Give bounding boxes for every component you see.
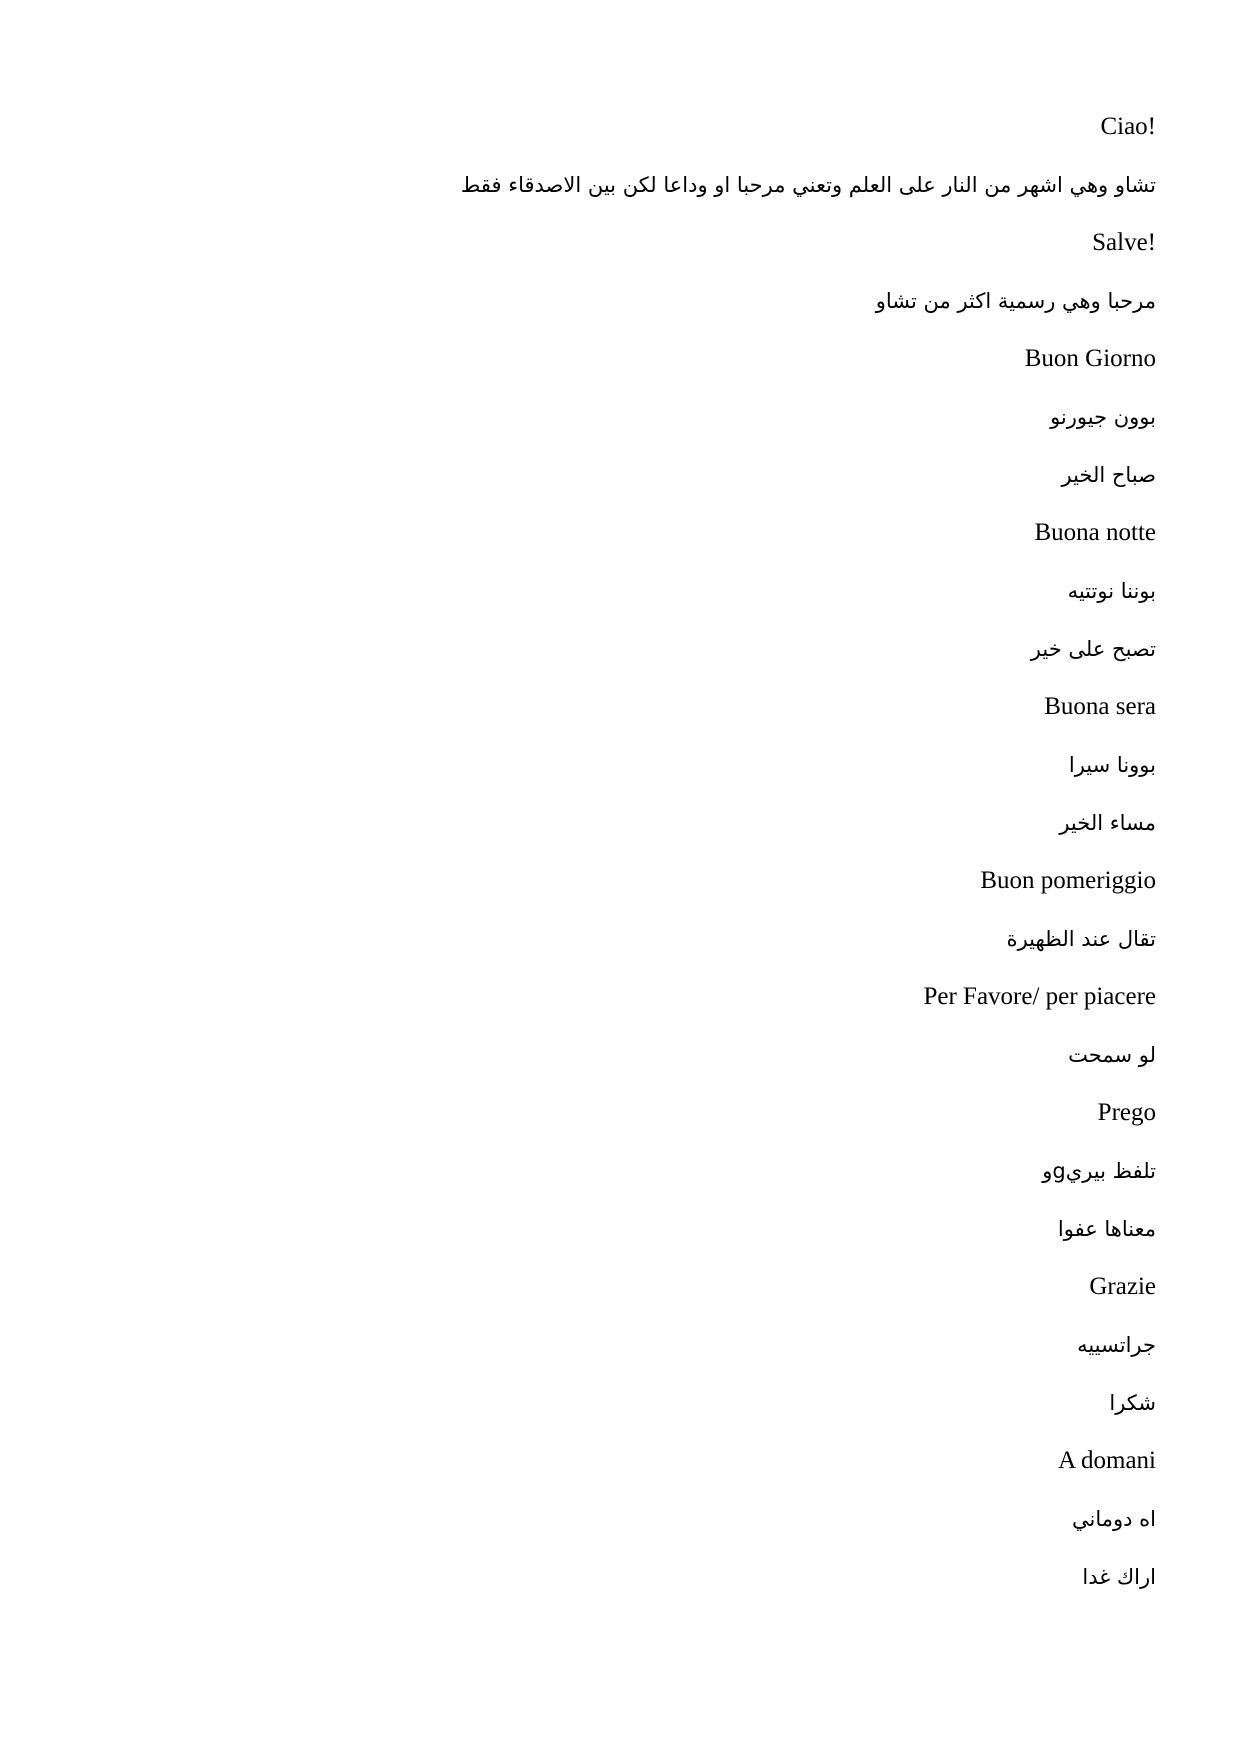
arabic-meaning-buona-sera: مساء الخير xyxy=(1059,811,1156,835)
arabic-explanation-buon-pomeriggio: تقال عند الظهيرة xyxy=(1006,927,1156,951)
italian-phrase-salve: Salve! xyxy=(1092,229,1156,256)
arabic-pronunciation-buona-sera: بوونا سيرا xyxy=(1068,753,1156,777)
arabic-meaning-buon-giorno: صباح الخير xyxy=(1061,463,1156,487)
italian-phrase-buona-sera: Buona sera xyxy=(1044,693,1156,720)
arabic-pronunciation-a-domani: اه دوماني xyxy=(1072,1507,1156,1531)
italian-phrase-buon-giorno: Buon Giorno xyxy=(1024,345,1156,372)
arabic-meaning-buona-notte: تصبح على خير xyxy=(1030,637,1156,661)
arabic-pronunciation-grazie: جراتسييه xyxy=(1077,1333,1156,1357)
phrase-list xyxy=(156,112,1156,1620)
arabic-pronunciation-buon-giorno: بوون جيورنو xyxy=(1050,405,1156,429)
italian-phrase-per-favore: Per Favore/ per piacere xyxy=(923,983,1156,1010)
arabic-explanation-ciao: تشاو وهي اشهر من النار على العلم وتعني مرحبا او وداعا لكن بين الاصدقاء فقط xyxy=(460,173,1156,197)
arabic-pronunciation-buona-notte: بوننا نوتتيه xyxy=(1067,579,1156,603)
arabic-explanation-salve: مرحبا وهي رسمية اكثر من تشاو xyxy=(875,289,1156,313)
italian-phrase-buona-notte: Buona notte xyxy=(1034,519,1156,546)
italian-phrase-grazie: Grazie xyxy=(1089,1273,1156,1300)
arabic-pronunciation-prego: تلفظ بيريgو xyxy=(1042,1159,1156,1183)
italian-phrase-ciao: Ciao! xyxy=(1100,113,1156,140)
arabic-meaning-grazie: شكرا xyxy=(1109,1391,1156,1415)
arabic-meaning-per-favore: لو سمحت xyxy=(1068,1043,1156,1067)
italian-phrase-prego: Prego xyxy=(1097,1099,1156,1126)
arabic-meaning-prego: معناها عفوا xyxy=(1057,1217,1156,1241)
arabic-meaning-a-domani: اراك غدا xyxy=(1082,1565,1156,1589)
italian-phrase-a-domani: A domani xyxy=(1058,1447,1156,1474)
italian-phrase-buon-pomeriggio: Buon pomeriggio xyxy=(980,867,1156,894)
